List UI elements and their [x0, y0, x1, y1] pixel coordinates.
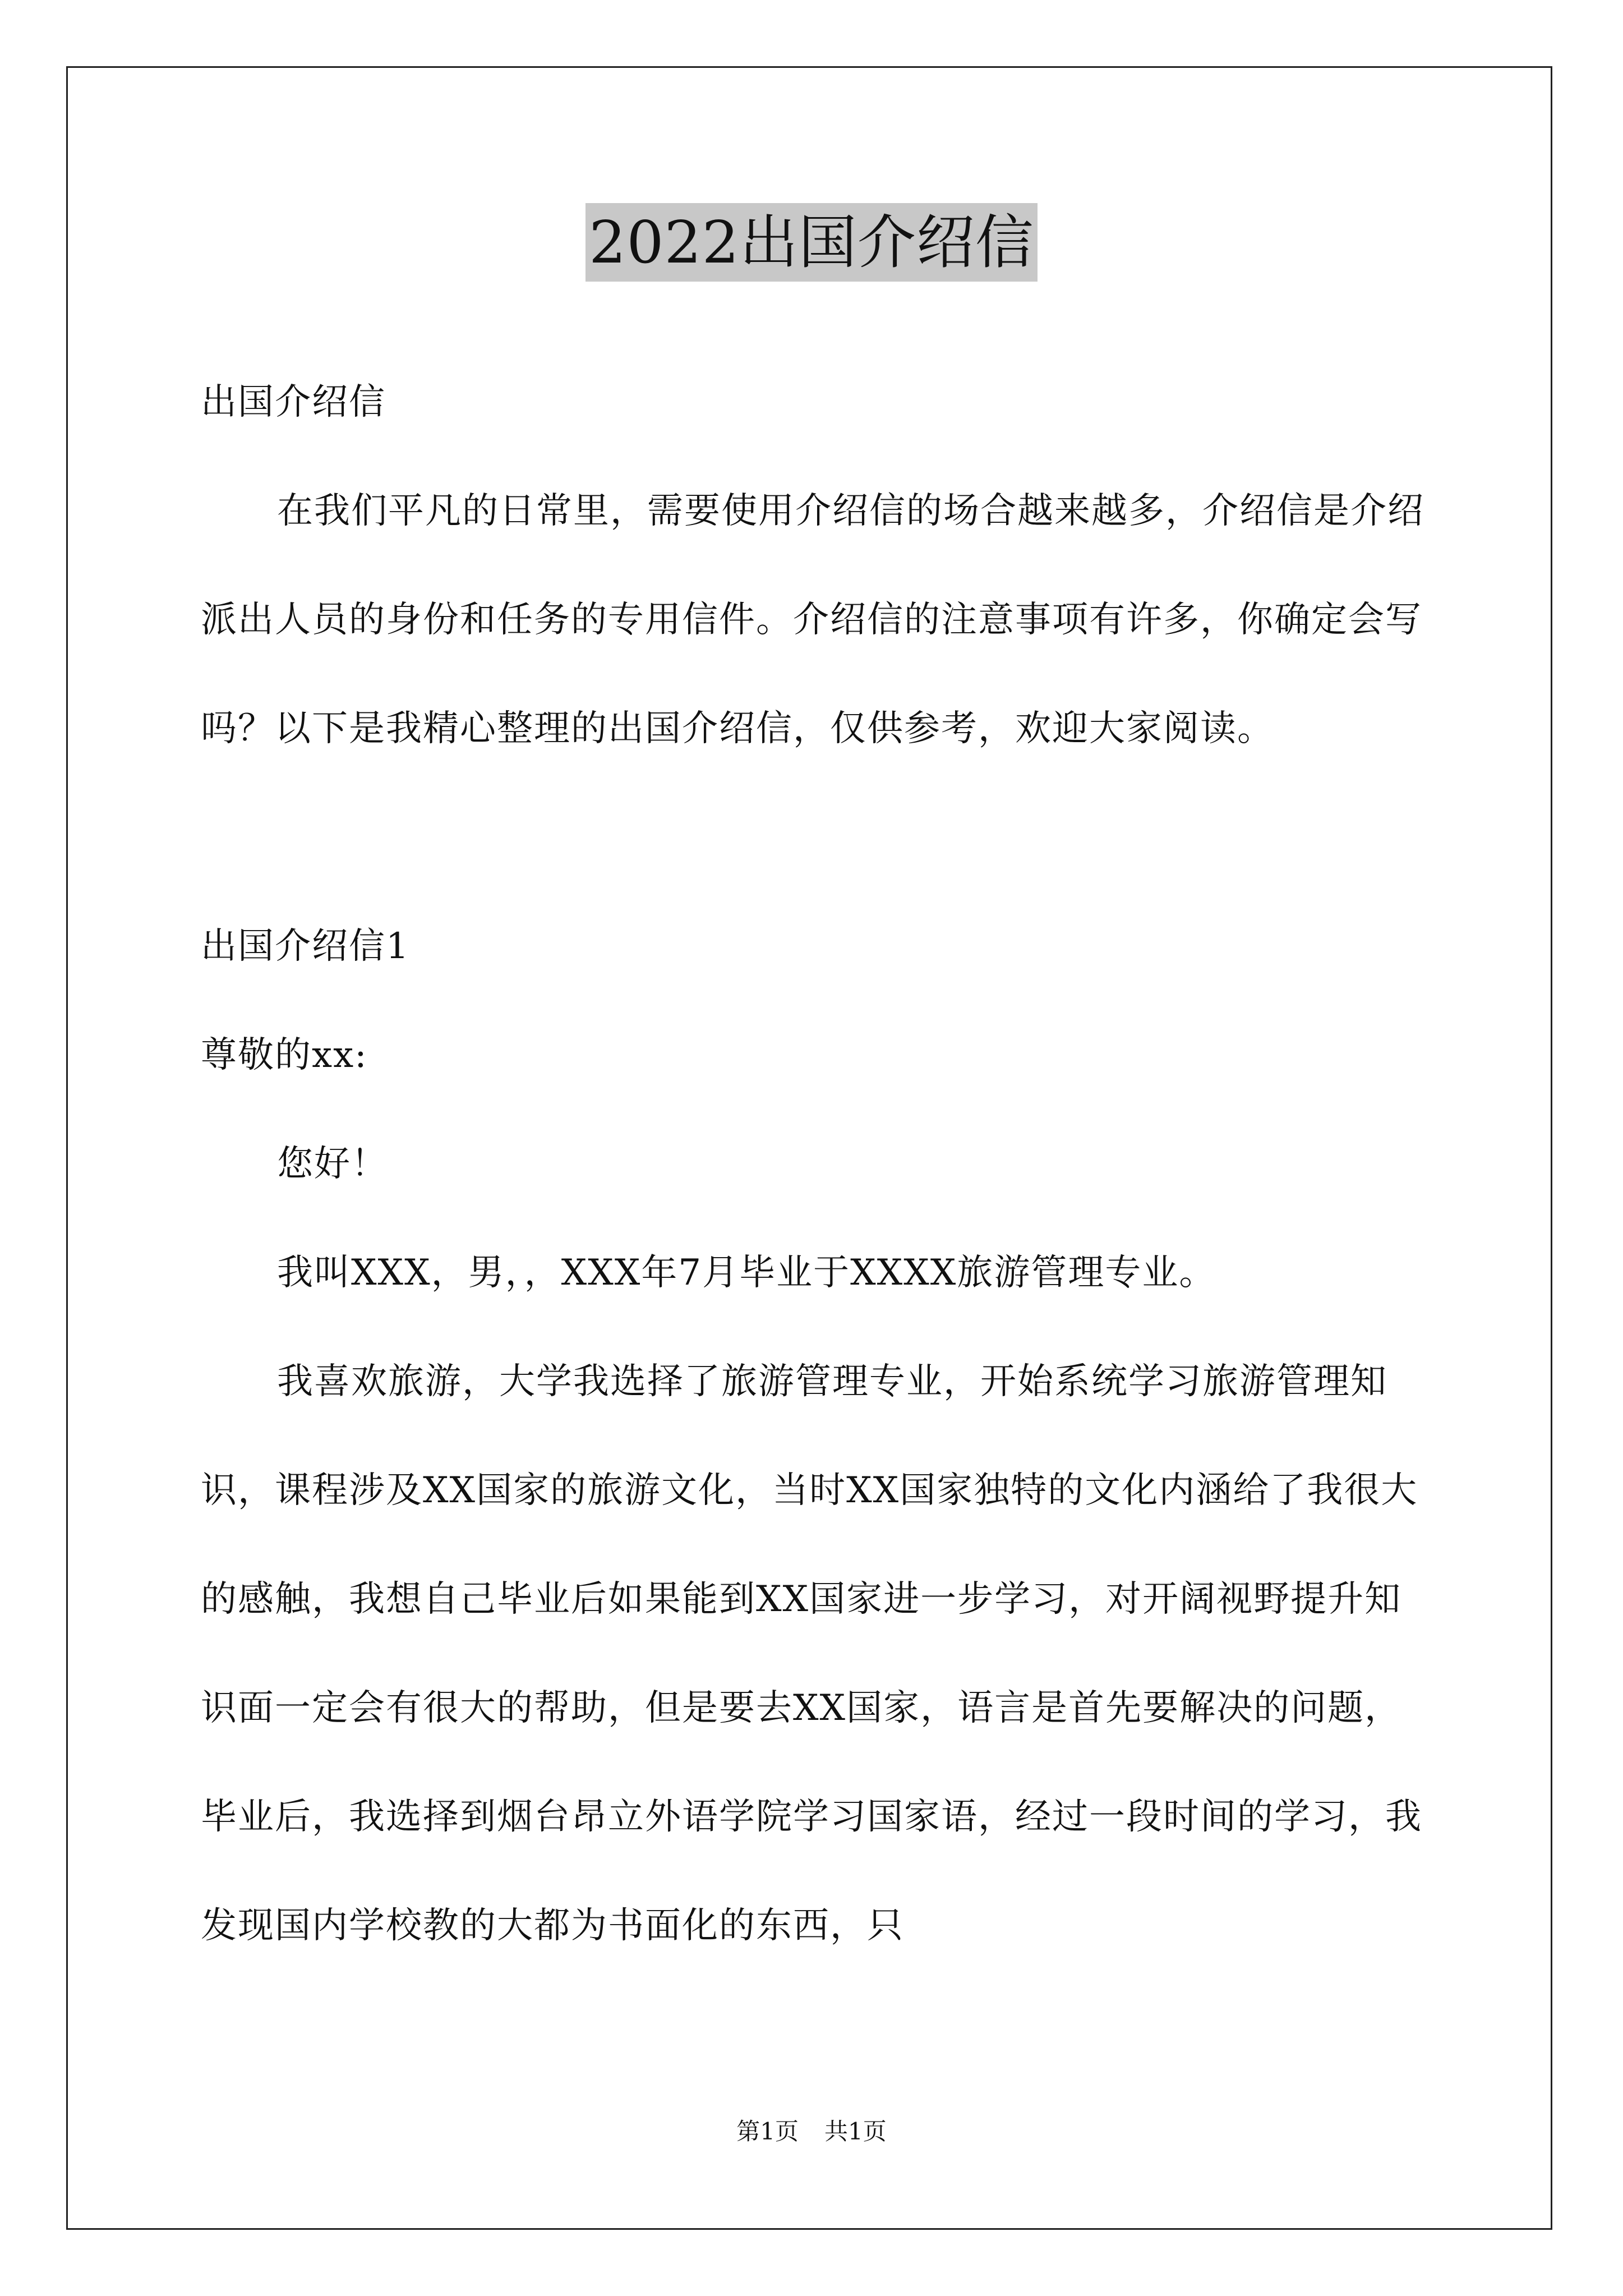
body-paragraph-2: 我喜欢旅游，大学我选择了旅游管理专业，开始系统学习旅游管理知识，课程涉及XX国家的旅游文化，当时XX国家独特的文化内涵给了我很大的感触，我想自己毕业后如果能到XX国家进一步学习，对开阔视野提升知识面一定会有很大的帮助，但是要去XX国家，语言是首先要解决的问题，毕业后，我选择到烟台昂立外语学院学习国家语，经过一段时间的学习，我发现国内学校教的大都为书面化的东西，只: [201, 1361, 1422, 1947]
title-container: [0, 203, 1623, 282]
body-paragraph-1: 我叫XXX，男，，XXX年7月毕业于XXXX旅游管理专业。: [277, 1252, 1216, 1294]
greeting: 您好！: [277, 1143, 388, 1185]
heading: 出国介绍信: [201, 381, 386, 423]
intro-paragraph: 在我们平凡的日常里，需要使用介绍信的场合越来越多，介绍信是介绍派出人员的身份和任务的专用信件。介绍信的注意事项有许多，你确定会写吗？以下是我精心整理的出国介绍信，仅供参考，欢迎大家阅读。: [201, 490, 1424, 749]
page-number: 第1页: [736, 2118, 799, 2145]
section-title: 出国介绍信1: [201, 926, 410, 967]
document-body: [201, 348, 1432, 1980]
total-pages: 共1页: [824, 2118, 887, 2145]
page-footer: [0, 2116, 1623, 2147]
salutation: 尊敬的xx:: [201, 1034, 368, 1076]
document-title: 2022出国介绍信: [585, 203, 1038, 282]
spacer: [201, 783, 1432, 892]
